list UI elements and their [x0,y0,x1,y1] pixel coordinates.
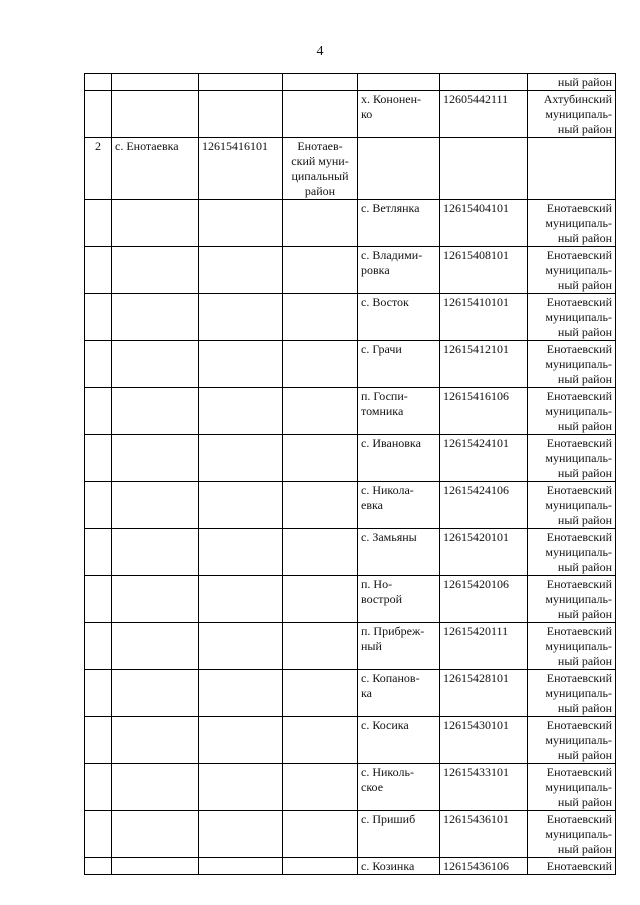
code-cell [199,576,283,623]
child-code-cell: 12615430101 [440,717,528,764]
child-code-cell: 12615408101 [440,247,528,294]
row-number-cell [85,482,112,529]
settlement-cell [112,670,199,717]
child-settlement-cell [358,74,440,91]
settlements-table [84,73,616,875]
child-district-cell: Енотаевский муниципаль- ный район [528,764,616,811]
row-number-cell [85,811,112,858]
table-row [85,670,616,717]
child-settlement-cell: с. Ивановка [358,435,440,482]
child-district-cell: Енотаевский муниципаль- ный район [528,623,616,670]
code-cell [199,764,283,811]
child-code-cell: 12615412101 [440,341,528,388]
district-cell [283,717,358,764]
district-cell [283,576,358,623]
child-settlement-cell: с. Косика [358,717,440,764]
child-district-cell [528,138,616,200]
child-settlement-cell: с. Восток [358,294,440,341]
settlement-cell: с. Енотаевка [112,138,199,200]
settlement-cell [112,388,199,435]
district-cell [283,482,358,529]
district-cell [283,247,358,294]
child-settlement-cell: с. Ветлянка [358,200,440,247]
child-district-cell: Ахтубинский муниципаль- ный район [528,91,616,138]
district-cell [283,529,358,576]
code-cell [199,200,283,247]
table-row [85,74,616,91]
code-cell [199,670,283,717]
table-row [85,294,616,341]
child-settlement-cell: с. Пришиб [358,811,440,858]
child-code-cell: 12615410101 [440,294,528,341]
code-cell [199,341,283,388]
child-district-cell: Енотаевский [528,858,616,875]
table-row [85,482,616,529]
child-district-cell: Енотаевский муниципаль- ный район [528,529,616,576]
child-code-cell [440,74,528,91]
child-district-cell: Енотаевский муниципаль- ный район [528,435,616,482]
row-number-cell [85,623,112,670]
child-settlement-cell: с. Козинка [358,858,440,875]
district-cell [283,91,358,138]
settlement-cell [112,435,199,482]
row-number-cell [85,529,112,576]
row-number-cell [85,576,112,623]
district-cell [283,811,358,858]
code-cell [199,388,283,435]
child-code-cell: 12615428101 [440,670,528,717]
code-cell [199,294,283,341]
child-district-cell: Енотаевский муниципаль- ный район [528,388,616,435]
settlement-cell [112,576,199,623]
table-row [85,576,616,623]
row-number-cell [85,435,112,482]
table-row [85,529,616,576]
district-cell: Енотаев- ский муни- ципальный район [283,138,358,200]
child-district-cell: Енотаевский муниципаль- ный район [528,811,616,858]
row-number-cell [85,74,112,91]
settlement-cell [112,764,199,811]
table-row [85,91,616,138]
child-code-cell: 12615433101 [440,764,528,811]
table-row [85,717,616,764]
district-cell [283,435,358,482]
settlement-cell [112,858,199,875]
child-code-cell: 12615436106 [440,858,528,875]
code-cell [199,247,283,294]
code-cell [199,91,283,138]
settlement-cell [112,529,199,576]
table-row [85,138,616,200]
code-cell [199,74,283,91]
table-row [85,764,616,811]
child-code-cell: 12615424101 [440,435,528,482]
child-code-cell: 12615416106 [440,388,528,435]
child-code-cell: 12615420101 [440,529,528,576]
settlement-cell [112,482,199,529]
district-cell [283,670,358,717]
child-settlement-cell [358,138,440,200]
child-district-cell: Енотаевский муниципаль- ный район [528,294,616,341]
child-code-cell: 12605442111 [440,91,528,138]
row-number-cell [85,670,112,717]
code-cell [199,717,283,764]
row-number-cell [85,294,112,341]
child-code-cell: 12615436101 [440,811,528,858]
table-row [85,247,616,294]
child-settlement-cell: п. Госпи- томника [358,388,440,435]
row-number-cell [85,858,112,875]
code-cell [199,623,283,670]
district-cell [283,200,358,247]
child-code-cell [440,138,528,200]
child-settlement-cell: х. Кононен- ко [358,91,440,138]
row-number-cell [85,341,112,388]
code-cell [199,811,283,858]
row-number-cell [85,764,112,811]
district-cell [283,858,358,875]
district-cell [283,74,358,91]
settlement-cell [112,811,199,858]
code-cell [199,529,283,576]
table-row [85,858,616,875]
settlement-cell [112,717,199,764]
child-district-cell: ный район [528,74,616,91]
row-number-cell [85,717,112,764]
child-settlement-cell: с. Владими- ровка [358,247,440,294]
table-row [85,341,616,388]
district-cell [283,341,358,388]
district-cell [283,764,358,811]
row-number-cell [85,247,112,294]
code-cell [199,435,283,482]
row-number-cell [85,388,112,435]
district-cell [283,623,358,670]
child-settlement-cell: п. Прибреж- ный [358,623,440,670]
settlement-cell [112,294,199,341]
code-cell [199,482,283,529]
settlement-cell [112,341,199,388]
row-number-cell [85,91,112,138]
code-cell: 12615416101 [199,138,283,200]
page-number: 4 [316,44,324,59]
child-district-cell: Енотаевский муниципаль- ный район [528,341,616,388]
child-code-cell: 12615404101 [440,200,528,247]
code-cell [199,858,283,875]
child-district-cell: Енотаевский муниципаль- ный район [528,247,616,294]
child-district-cell: Енотаевский муниципаль- ный район [528,576,616,623]
child-code-cell: 12615420111 [440,623,528,670]
settlement-cell [112,91,199,138]
child-settlement-cell: с. Никола- евка [358,482,440,529]
settlement-cell [112,200,199,247]
child-settlement-cell: с. Грачи [358,341,440,388]
child-district-cell: Енотаевский муниципаль- ный район [528,482,616,529]
table-body [85,74,616,875]
child-district-cell: Енотаевский муниципаль- ный район [528,200,616,247]
settlement-cell [112,623,199,670]
child-district-cell: Енотаевский муниципаль- ный район [528,670,616,717]
table-row [85,435,616,482]
child-code-cell: 12615424106 [440,482,528,529]
table-row [85,623,616,670]
child-code-cell: 12615420106 [440,576,528,623]
table-row [85,388,616,435]
table-row [85,200,616,247]
child-settlement-cell: с. Николь- ское [358,764,440,811]
settlement-cell [112,247,199,294]
child-settlement-cell: с. Замьяны [358,529,440,576]
settlement-cell [112,74,199,91]
child-settlement-cell: с. Копанов- ка [358,670,440,717]
child-settlement-cell: п. Но- вострой [358,576,440,623]
child-district-cell: Енотаевский муниципаль- ный район [528,717,616,764]
table-row [85,811,616,858]
district-cell [283,294,358,341]
district-cell [283,388,358,435]
row-number-cell: 2 [85,138,112,200]
row-number-cell [85,200,112,247]
